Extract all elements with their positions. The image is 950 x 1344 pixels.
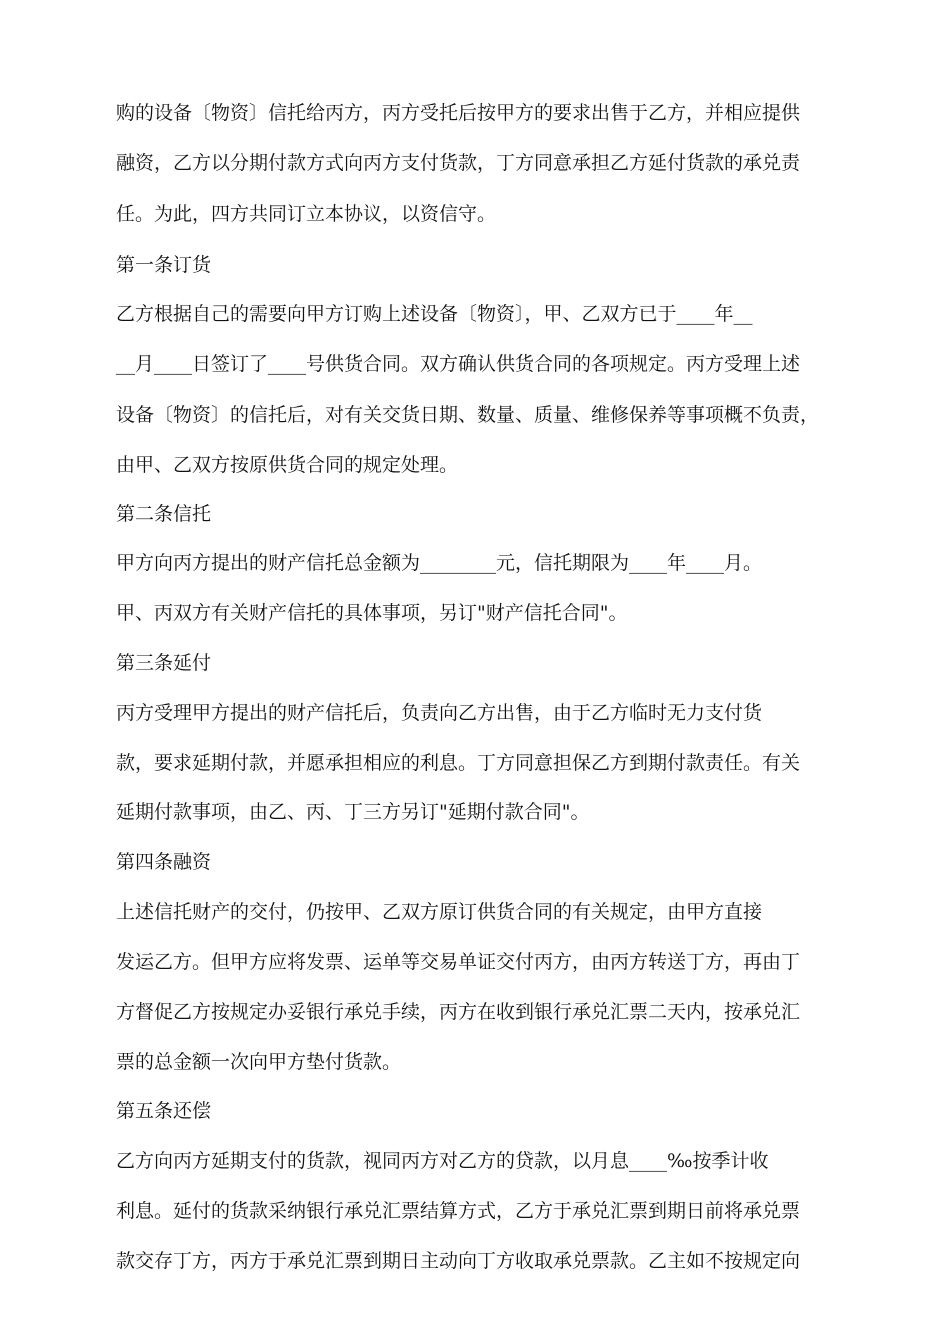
text-line: 设备〔物资〕的信托后，对有关交货日期、数量、质量、维修保养等事项概不负责， [116, 404, 820, 426]
text-line: 购的设备〔物资〕信托给丙方，丙方受托后按甲方的要求出售于乙方，并相应提供 [116, 102, 801, 124]
section-heading: 第一条订货 [116, 254, 212, 276]
text-line: 利息。延付的货款采纳银行承兑汇票结算方式，乙方于承兑汇票到期日前将承兑票 [116, 1200, 801, 1222]
text-line: 由甲、乙双方按原供货合同的规定处理。 [116, 454, 459, 476]
text-line: 任。为此，四方共同订立本协议，以资信守。 [116, 203, 497, 225]
text-line: 乙方向丙方延期支付的货款，视同丙方对乙方的贷款，以月息____‰按季计收 [116, 1150, 769, 1172]
section-heading: 第五条还偿 [116, 1100, 212, 1122]
text-line: __月____日签订了____号供货合同。双方确认供货合同的各项规定。丙方受理上述 [116, 353, 801, 375]
text-line: 票的总金额一次向甲方垫付货款。 [116, 1051, 402, 1073]
text-line: 上述信托财产的交付，仍按甲、乙双方原订供货合同的有关规定，由甲方直接 [116, 901, 763, 923]
section-heading: 第二条信托 [116, 503, 212, 525]
text-line: 款交存丁方，丙方于承兑汇票到期日主动向丁方收取承兑票款。乙主如不按规定向 [116, 1250, 801, 1272]
text-line: 融资，乙方以分期付款方式向丙方支付货款，丁方同意承担乙方延付货款的承兑责 [116, 152, 801, 174]
text-line: 方督促乙方按规定办妥银行承兑手续，丙方在收到银行承兑汇票二天内，按承兑汇 [116, 1001, 801, 1023]
text-line: 款，要求延期付款，并愿承担相应的利息。丁方同意担保乙方到期付款责任。有关 [116, 752, 801, 774]
section-heading: 第四条融资 [116, 851, 212, 873]
text-line: 乙方根据自己的需要向甲方订购上述设备〔物资〕，甲、乙双方已于____年__ [116, 303, 753, 325]
text-line: 发运乙方。但甲方应将发票、运单等交易单证交付丙方，由丙方转送丁方，再由丁 [116, 951, 801, 973]
section-heading: 第三条延付 [116, 652, 212, 674]
text-line: 甲方向丙方提出的财产信托总金额为________元，信托期限为____年____月。 [116, 552, 763, 574]
text-line: 甲、丙双方有关财产信托的具体事项，另订"财产信托合同"。 [116, 602, 628, 624]
text-line: 延期付款事项，由乙、丙、丁三方另订"延期付款合同"。 [116, 801, 590, 823]
text-line: 丙方受理甲方提出的财产信托后，负责向乙方出售，由于乙方临时无力支付货 [116, 702, 763, 724]
